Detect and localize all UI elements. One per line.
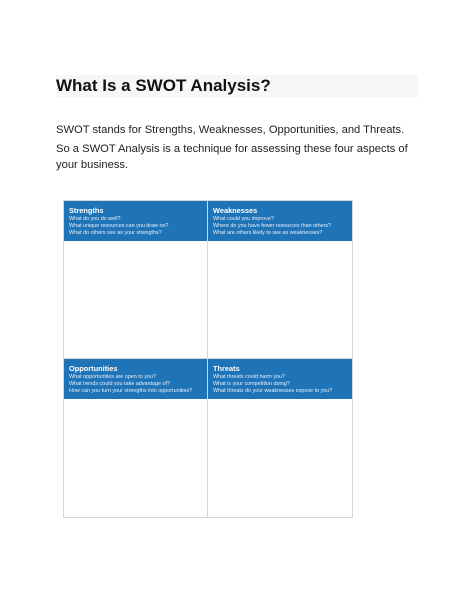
quadrant-question: How can you turn your strengths into opportunities? (69, 388, 193, 394)
quadrant-title: Strengths (69, 206, 104, 215)
quadrant-question: What are others likely to see as weaknesses? (213, 230, 323, 236)
quadrant-title: Opportunities (69, 364, 118, 373)
quadrant-question: What could you improve? (213, 216, 274, 222)
quadrant-title: Weaknesses (213, 206, 258, 215)
page-title: What Is a SWOT Analysis? (56, 76, 271, 95)
swot-grid (63, 200, 353, 518)
quadrant-header (64, 359, 207, 399)
description-paragraph: So a SWOT Analysis is a technique for assessing these four aspects of your business. (56, 143, 408, 171)
quadrant-header (64, 201, 207, 241)
swot-quadrant-strengths (64, 201, 208, 359)
quadrant-question: What threats do your weaknesses expose to you? (213, 388, 333, 394)
intro-paragraph: SWOT stands for Strengths, Weaknesses, Opportunities, and Threats. (56, 124, 405, 136)
quadrant-header (208, 359, 352, 399)
swot-quadrant-opportunities (64, 359, 208, 517)
quadrant-question: What threats could harm you? (213, 374, 285, 380)
swot-quadrant-threats (208, 359, 352, 517)
quadrant-question: What opportunities are open to you? (69, 374, 156, 380)
quadrant-question: What unique resources can you draw on? (69, 223, 169, 229)
quadrant-question: What do others see as your strengths? (69, 230, 162, 236)
quadrant-question: Where do you have fewer resources than others? (213, 223, 332, 229)
quadrant-question: What is your competition doing? (213, 381, 290, 387)
swot-quadrant-weaknesses (208, 201, 352, 359)
quadrant-header (208, 201, 352, 241)
quadrant-title: Threats (213, 364, 240, 373)
quadrant-question: What trends could you take advantage of? (69, 381, 170, 387)
quadrant-question: What do you do well? (69, 216, 121, 222)
